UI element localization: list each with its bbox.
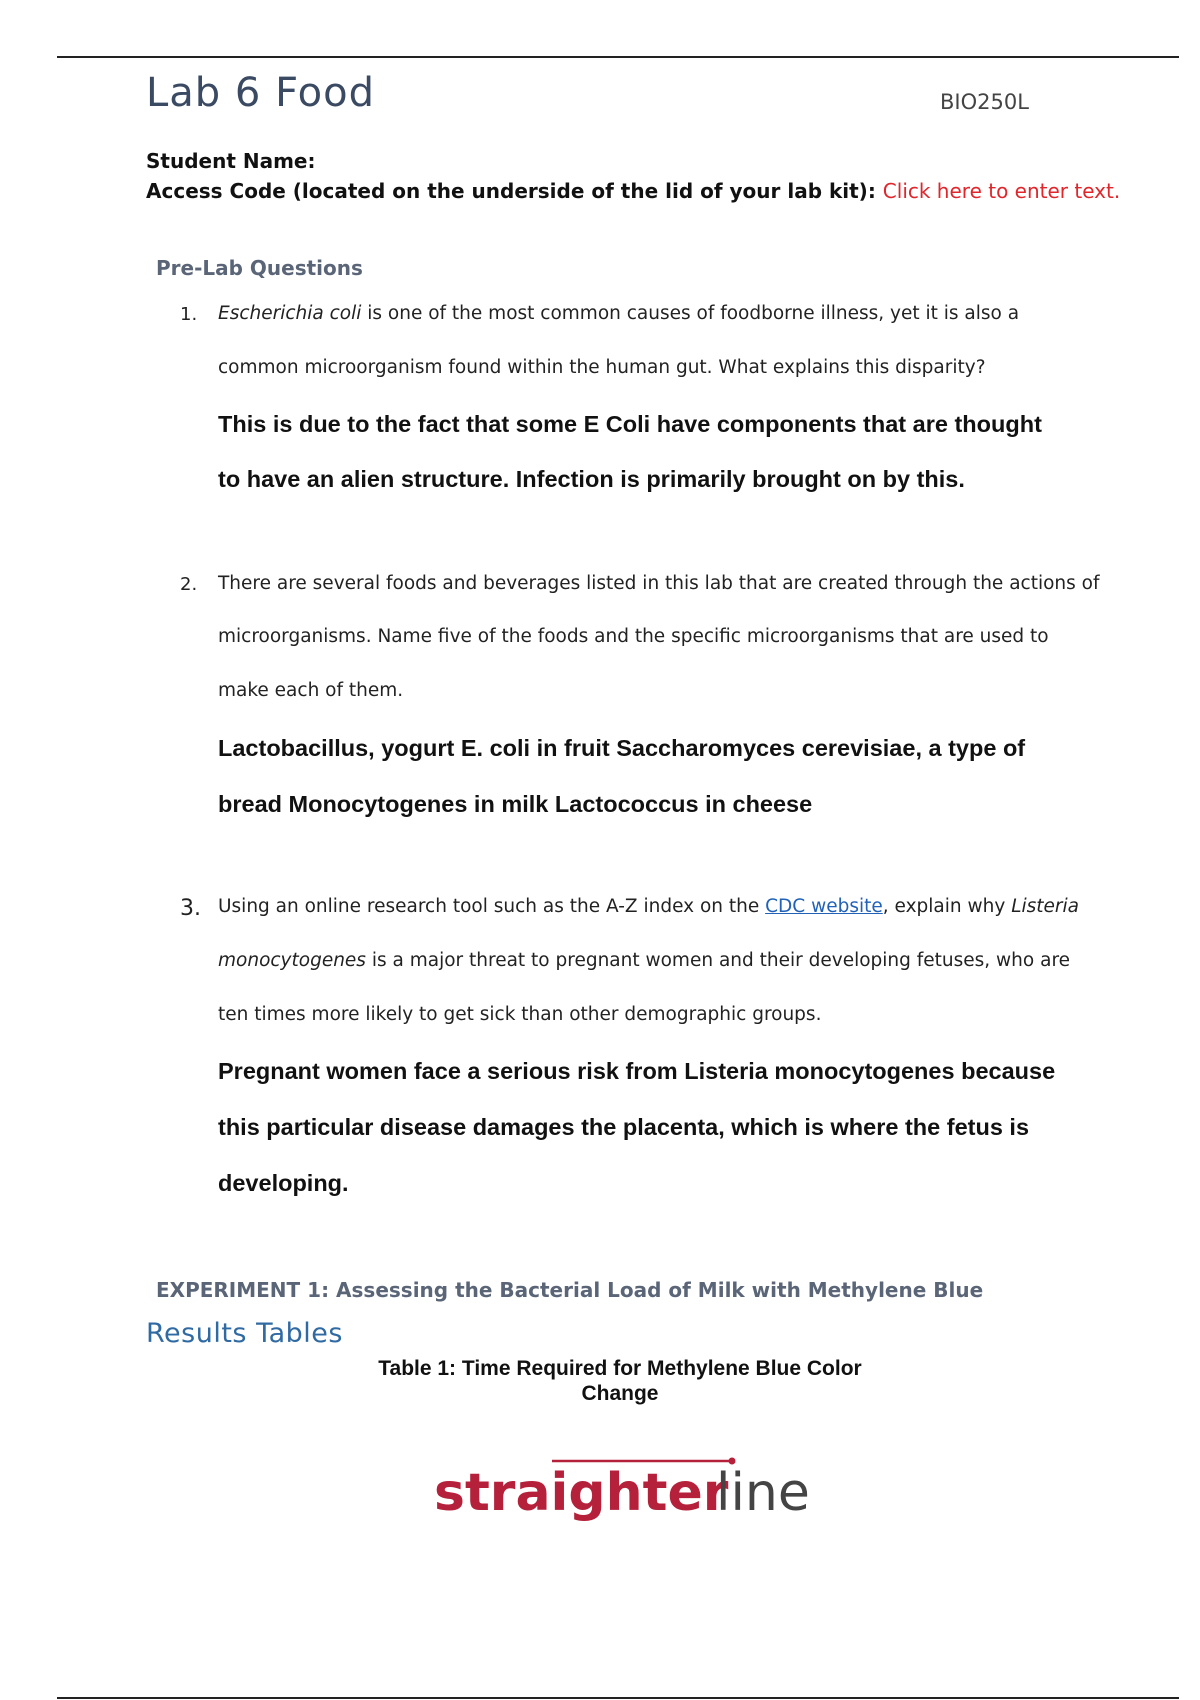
question-number: 2. (180, 574, 198, 595)
answer-text: this particular disease damages the placenta, which is where the fetus is (218, 1114, 1030, 1140)
question-number: 1. (180, 304, 198, 325)
access-code-label: Access Code (located on the underside of the lid of your lab kit): (146, 179, 876, 203)
table-title-line: Change (581, 1382, 659, 1405)
answer-text: Lactobacillus, yogurt E. coli in fruit Saccharomyces cerevisiae, a type of (218, 735, 1026, 761)
table-title (300, 1356, 940, 1406)
question-number: 3. (180, 896, 201, 921)
answer-text: developing. (218, 1170, 349, 1196)
course-code: BIO250L (940, 90, 1029, 114)
top-rule (57, 56, 1179, 58)
species-name: Listeria (1011, 896, 1079, 917)
answer-text: bread Monocytogenes in milk Lactococcus in cheese (218, 791, 813, 817)
student-name-label: Student Name: (146, 149, 316, 173)
question-text: ten times more likely to get sick than other demographic groups. (218, 1004, 822, 1025)
results-tables-heading: Results Tables (146, 1318, 343, 1349)
species-name: monocytogenes (218, 950, 366, 971)
bottom-rule (57, 1697, 1179, 1699)
table-title-line: Table 1: Time Required for Methylene Blue Color (378, 1357, 862, 1380)
question-text (218, 950, 1070, 971)
prelab-heading: Pre-Lab Questions (156, 256, 363, 280)
question-text: microorganisms. Name five of the foods and the specific microorganisms that are used to (218, 626, 1049, 647)
experiment-heading: EXPERIMENT 1: Assessing the Bacterial Load of Milk with Methylene Blue (156, 1278, 984, 1302)
question-text: make each of them. (218, 680, 404, 701)
answer-text: to have an alien structure. Infection is primarily brought on by this. (218, 466, 965, 492)
answer-text: Pregnant women face a serious risk from Listeria monocytogenes because (218, 1058, 1056, 1084)
species-name: Escherichia coli (218, 303, 362, 324)
question-text-part: is a major threat to pregnant women and their developing fetuses, who are (365, 950, 1071, 971)
straighterline-logo (430, 1452, 810, 1532)
question-text: common microorganism found within the human gut. What explains this disparity? (218, 357, 986, 378)
answer-text: This is due to the fact that some E Coli have components that are thought (218, 411, 1042, 437)
question-text: There are several foods and beverages listed in this lab that are created through the actions of (218, 573, 1100, 594)
logo-light-text: line (716, 1463, 810, 1523)
logo-bold-text: straighter (434, 1463, 729, 1523)
access-code-row (146, 179, 1120, 203)
cdc-website-link[interactable]: CDC website (765, 896, 883, 917)
page-title: Lab 6 Food (146, 70, 375, 116)
question-text-part: Using an online research tool such as the A-Z index on the (218, 896, 766, 917)
question-text-part: , explain why (882, 896, 1012, 917)
question-text-part: is one of the most common causes of foodborne illness, yet it is also a (361, 303, 1020, 324)
question-text (218, 303, 1019, 324)
access-code-input[interactable]: Click here to enter text. (882, 179, 1121, 203)
question-text (218, 896, 1079, 917)
